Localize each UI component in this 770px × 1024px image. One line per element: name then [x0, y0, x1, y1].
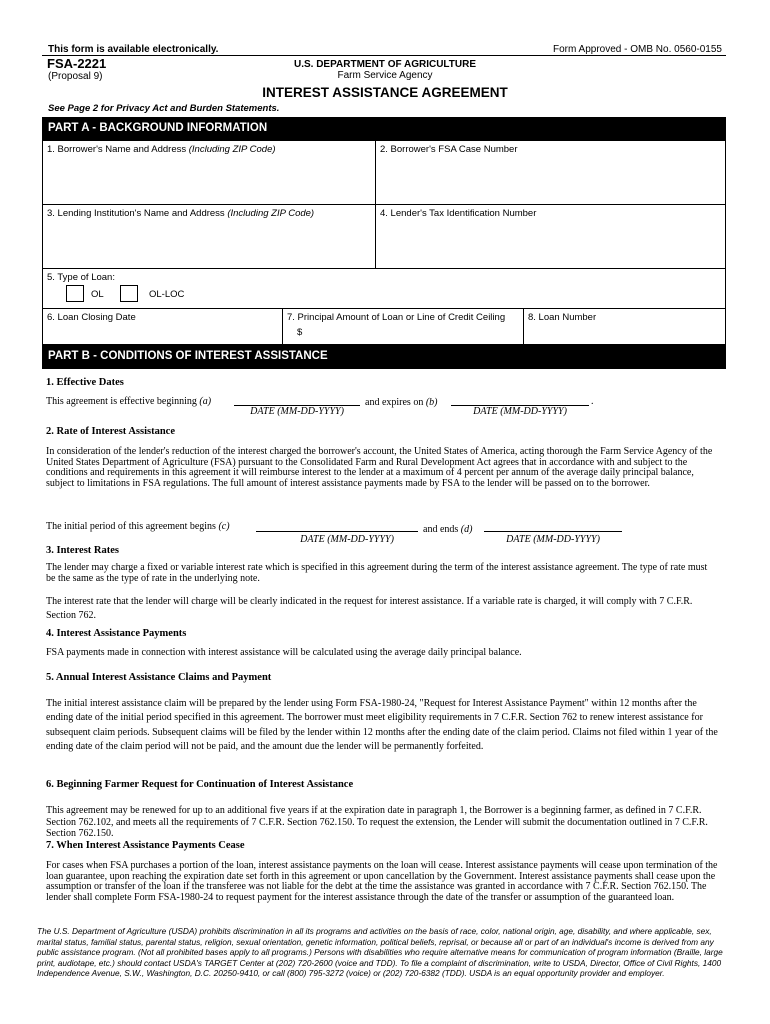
effective-beginning-label: This agreement is effective beginning: [46, 396, 197, 407]
agency-name: Farm Service Agency: [337, 70, 433, 81]
date-format-c: DATE (MM-DD-YYYY): [300, 534, 394, 545]
cease-heading: 7. When Interest Assistance Payments Cease: [46, 840, 245, 851]
label-a: (a): [199, 396, 212, 407]
loan-type-label: 5. Type of Loan:: [47, 272, 115, 283]
nondiscrimination-statement: The U.S. Department of Agriculture (USDA) prohibits discrimination in all its programs and activities on the basis of race, color, national origin, age, disability, and where applicable, sex, marital status, familial status, parental status, religion, sexual orientation, genetic information, political beliefs, reprisal, or because all or part of an individual's income is derived from any public assistance program. (Not all prohibited bases apply to all programs.) Persons with disabilities who require alternative means for communication of program information (Braille, large print, audiotape, etc.) should contact USDA's TARGET Center at (202) 720-2600 (voice and TDD). To file a complaint of discrimination, write to USDA, Director, Office of Civil Rights, 1400 Independence Avenue, S.W., Washington, D.C. 20250-9410, or call (800) 795-3272 (voice) or (202) 720-6382 (TDD). USDA is an equal opportunity provider and employer.: [37, 926, 723, 978]
date-format-b: DATE (MM-DD-YYYY): [473, 406, 567, 417]
ol-loc-checkbox[interactable]: [120, 285, 138, 302]
initial-period-end-text: [423, 524, 472, 535]
lender-name-address-field[interactable]: [42, 204, 376, 269]
expires-text: [365, 397, 438, 408]
rate-heading: 2. Rate of Interest Assistance: [46, 426, 175, 437]
continuation-paragraph: This agreement may be renewed for up to an additional five years if at the expiration date in paragraph 1, the Borrower is a beginning farmer, as defined in 7 C.F.R. Section 762.102, and meets all the requirements of 7 C.F.R. Section 762.150. To request the extension, the Lender will submit the documentation outlined in 7 C.F.R. Section 762.150.: [46, 805, 708, 839]
department-name: U.S. DEPARTMENT OF AGRICULTURE: [293, 59, 477, 70]
payments-heading: 4. Interest Assistance Payments: [46, 628, 187, 639]
continuation-heading: 6. Beginning Farmer Request for Continuation of Interest Assistance: [46, 779, 354, 790]
claims-paragraph: The initial interest assistance claim will be prepared by the lender using Form FSA-1980-24, "Request for Interest Assistance Payment" within 12 months after the ending date of the initial period specified in this agreement. The borrower must meet eligibility requirements in 7 C.F.R. Section 762 to renew interest assistance for subsequent claim periods. Subsequent claims will be filed by the lender within 12 months after the ending date of the claim period. Claims not filed within 1 year of the ending date of the claim period will not be paid, and the amount due the lender will be permanently forfeited.: [46, 698, 718, 752]
loan-closing-date-label: 6. Loan Closing Date: [47, 312, 136, 323]
label-b: (b): [425, 397, 438, 408]
cease-paragraph: For cases when FSA purchases a portion of the loan, interest assistance payments on the loan will cease. Interest assistance payments will cease upon termination of the loan guarantee, upon reaching the expiration date set forth in this agreement or upon cancellation by the Government. Interest assistance payments shall cease upon the assumption or transfer of the loan if the transferee was not liable for the debt at the time the assistance was granted in accordance with 7 C.F.R. Section 762.150. The lender shall complete Form FSA-1980-24 to request payment for the interest assistance through the date of the transfer or assumption of the guaranteed loan.: [46, 860, 718, 903]
ol-label: OL: [91, 289, 104, 300]
period-mark: .: [591, 396, 594, 407]
borrower-case-label: 2. Borrower's FSA Case Number: [380, 144, 518, 155]
ends-label: and ends: [423, 524, 459, 535]
lender-name-hint: (Including ZIP Code): [227, 208, 315, 219]
initial-period-text: [46, 521, 230, 532]
part-b-heading: PART B - CONDITIONS OF INTEREST ASSISTANCE: [42, 344, 726, 369]
interest-rates-paragraph-1: The lender may charge a fixed or variable interest rate which is specified in this agreement during the term of the interest assistance agreement. The type of rate must be the same as the type of rate in the underlying note.: [46, 562, 708, 584]
principal-amount-field[interactable]: [282, 308, 524, 345]
electronic-note: This form is available electronically.: [48, 44, 219, 55]
loan-type-section: [42, 268, 726, 309]
interest-rates-heading: 3. Interest Rates: [46, 545, 119, 556]
loan-number-label: 8. Loan Number: [528, 312, 597, 323]
lender-tax-id-field[interactable]: [375, 204, 726, 269]
borrower-case-number-field[interactable]: [375, 140, 726, 205]
payments-paragraph: FSA payments made in connection with interest assistance will be calculated using the average daily principal balance.: [46, 647, 522, 658]
date-format-d: DATE (MM-DD-YYYY): [506, 534, 600, 545]
borrower-name-label: 1. Borrower's Name and Address: [47, 144, 187, 155]
loan-number-field[interactable]: [523, 308, 726, 345]
initial-period-end-input[interactable]: [484, 531, 622, 532]
date-format-a: DATE (MM-DD-YYYY): [250, 406, 344, 417]
initial-period-label: The initial period of this agreement begins: [46, 521, 216, 532]
effective-dates-heading: 1. Effective Dates: [46, 377, 124, 388]
omb-approval: Form Approved - OMB No. 0560-0155: [553, 44, 722, 55]
lender-tax-id-label: 4. Lender's Tax Identification Number: [380, 208, 537, 219]
part-a-heading: PART A - BACKGROUND INFORMATION: [42, 117, 726, 140]
header-rule: [42, 55, 726, 56]
initial-period-begin-input[interactable]: [256, 531, 418, 532]
lender-name-label: 3. Lending Institution's Name and Address: [47, 208, 225, 219]
expires-label: and expires on: [365, 397, 424, 408]
principal-amount-label: 7. Principal Amount of Loan or Line of Credit Ceiling: [287, 312, 506, 323]
borrower-name-hint: (Including ZIP Code): [188, 144, 276, 155]
interest-rates-paragraph-2: The interest rate that the lender will charge will be clearly indicated in the request for interest assistance. If a variable rate is charged, it will comply with 7 C.F.R. Section 762.: [46, 596, 693, 622]
claims-heading: 5. Annual Interest Assistance Claims and Payment: [46, 672, 272, 683]
effective-beginning-text: [46, 396, 211, 407]
ol-loc-label: OL-LOC: [149, 289, 185, 300]
ol-checkbox[interactable]: [66, 285, 84, 302]
proposal-number: (Proposal 9): [48, 71, 103, 82]
form-number: FSA-2221: [47, 56, 107, 71]
privacy-note: See Page 2 for Privacy Act and Burden Statements.: [48, 103, 280, 114]
label-d: (d): [460, 524, 473, 535]
loan-closing-date-field[interactable]: [42, 308, 283, 345]
label-c: (c): [218, 521, 230, 532]
form-title: INTEREST ASSISTANCE AGREEMENT: [262, 85, 508, 100]
rate-paragraph: In consideration of the lender's reduction of the interest charged the borrower's account, the United States of America, acting thorough the Farm Service Agency of the United States Department of Agriculture (FSA) pursuant to the Consolidated Farm and Rural Development Act agrees that in accordance with and subject to the conditions and requirements in this agreement it will reimburse interest to the lender at a maximum of 4 percent per annum of the average daily principal balance, subject to limitations in FSA regulations. The full amount of interest assistance payments made by FSA to the lender will be passed on to the borrower.: [46, 446, 713, 489]
currency-symbol: $: [297, 327, 303, 338]
borrower-name-address-field[interactable]: [42, 140, 376, 205]
